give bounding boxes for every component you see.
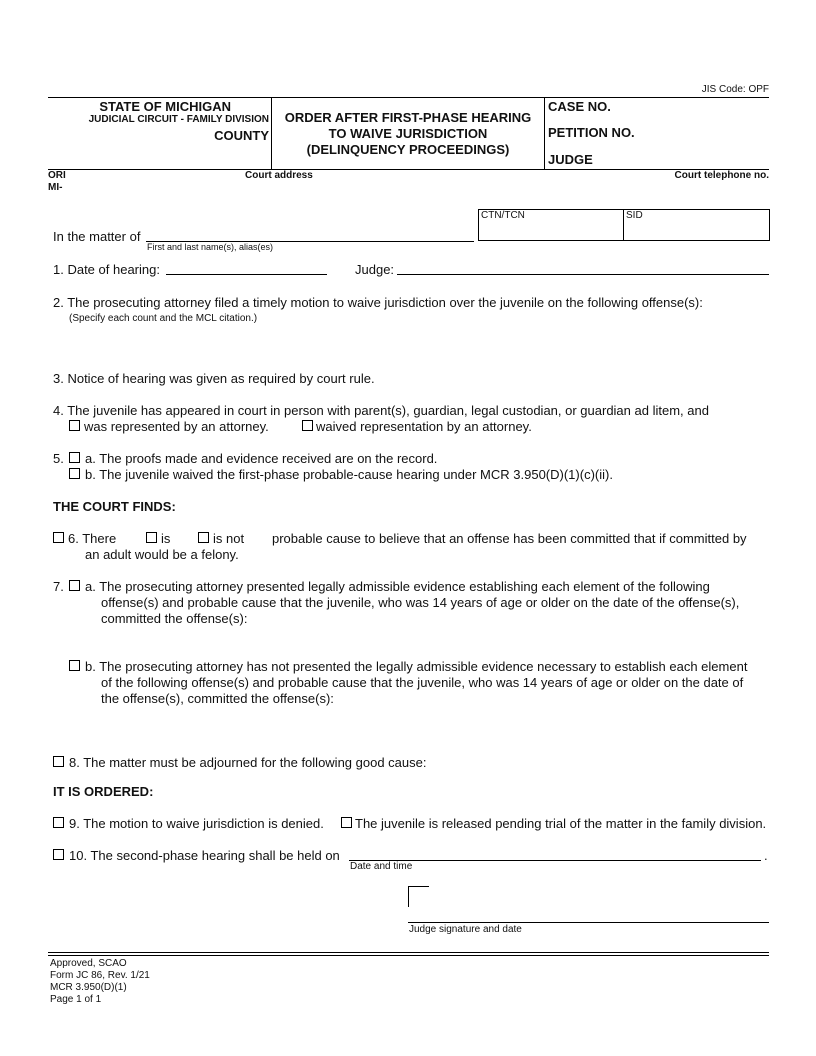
in-the-matter-label: In the matter of — [53, 229, 141, 244]
header-divider-right — [544, 97, 545, 169]
item2-text: 2. The prosecuting attorney filed a timely motion to waive jurisdiction over the juvenile on the following offense(s): — [53, 295, 703, 310]
footer-approved: Approved, SCAO — [50, 958, 127, 969]
item9-checkbox[interactable] — [53, 817, 64, 828]
item7b-line2: of the following offense(s) and probable cause that the juvenile, who was 14 years of age or older on the date of — [101, 675, 744, 690]
footer-form-number: Form JC 86, Rev. 1/21 — [50, 970, 150, 981]
hearing-judge-field[interactable] — [397, 274, 769, 275]
item10-checkbox[interactable] — [53, 849, 64, 860]
waived-representation-checkbox[interactable] — [302, 420, 313, 431]
ctn-sid-divider — [623, 209, 624, 240]
item9-released-label: The juvenile is released pending trial of the matter in the family division. — [355, 816, 767, 831]
item6-text-line1: probable cause to believe that an offense has been committed that if committed by — [272, 531, 747, 546]
item10-text: 10. The second-phase hearing shall be held on — [69, 848, 340, 863]
petition-no-label: PETITION NO. — [548, 125, 635, 140]
item9-text: 9. The motion to waive jurisdiction is denied. — [69, 816, 324, 831]
item10-period: . — [764, 848, 768, 863]
item6-isnot-checkbox[interactable] — [198, 532, 209, 543]
item7-number: 7. — [53, 579, 64, 594]
item5a-checkbox[interactable] — [69, 452, 80, 463]
item6-checkbox[interactable] — [53, 532, 64, 543]
court-telephone-label: Court telephone no. — [674, 170, 769, 181]
header-bottom-rule — [48, 169, 769, 170]
item2-note: (Specify each count and the MCL citation.) — [69, 313, 258, 324]
signature-caption: Judge signature and date — [409, 924, 522, 935]
footer-rule-1 — [48, 952, 769, 953]
form-title-line2: TO WAIVE JURISDICTION — [328, 126, 488, 141]
ori-label: ORI — [48, 170, 66, 181]
item5b-text: b. The juvenile waived the first-phase probable-cause hearing under MCR 3.950(D)(1)(c)(ii). — [85, 467, 613, 482]
item7b-line1: b. The prosecuting attorney has not presented the legally admissible evidence necessary to establish each element — [85, 659, 748, 674]
judge-signature-field[interactable] — [408, 922, 769, 923]
item7b-checkbox[interactable] — [69, 660, 80, 671]
item8-checkbox[interactable] — [53, 756, 64, 767]
date-time-caption: Date and time — [350, 861, 413, 872]
court-finds-heading: THE COURT FINDS: — [53, 499, 176, 514]
hearing-date-field[interactable] — [166, 274, 327, 275]
court-address-label: Court address — [245, 170, 313, 181]
item5-number: 5. — [53, 451, 64, 466]
it-is-ordered-heading: IT IS ORDERED: — [53, 784, 154, 799]
footer-rule-2 — [48, 955, 769, 956]
jis-code: JIS Code: OPF — [701, 84, 769, 95]
item6-isnot-label: is not — [213, 531, 245, 546]
item7a-checkbox[interactable] — [69, 580, 80, 591]
hearing-date-label: 1. Date of hearing: — [53, 262, 160, 277]
footer-mcr: MCR 3.950(D)(1) — [50, 982, 127, 993]
item7b-line3: the offense(s), committed the offense(s): — [101, 691, 334, 706]
item5a-text: a. The proofs made and evidence received are on the record. — [85, 451, 438, 466]
item5b-checkbox[interactable] — [69, 468, 80, 479]
footer-page: Page 1 of 1 — [50, 994, 102, 1005]
header-top-rule — [48, 97, 769, 98]
mi-label: MI- — [48, 182, 63, 193]
item6-is-label: is — [161, 531, 171, 546]
form-title-line3: (DELINQUENCY PROCEEDINGS) — [306, 142, 510, 157]
item6-text-line2: an adult would be a felony. — [85, 547, 239, 562]
item6-number: 6. There — [68, 531, 117, 546]
form-title-line1: ORDER AFTER FIRST-PHASE HEARING — [284, 110, 532, 125]
item7a-line2: offense(s) and probable cause that the juvenile, who was 14 years of age or older on the date of the offense(s), — [101, 595, 740, 610]
judicial-circuit: JUDICIAL CIRCUIT - FAMILY DIVISION — [88, 114, 269, 125]
matter-name-caption: First and last name(s), alias(es) — [147, 242, 274, 252]
signature-corner-mark — [408, 886, 429, 907]
case-no-label: CASE NO. — [548, 99, 611, 114]
represented-label: was represented by an attorney. — [84, 419, 269, 434]
item9-released-checkbox[interactable] — [341, 817, 352, 828]
item7a-line3: committed the offense(s): — [101, 611, 248, 626]
sid-label: SID — [626, 210, 643, 221]
state-name: STATE OF MICHIGAN — [99, 99, 231, 114]
item8-text: 8. The matter must be adjourned for the following good cause: — [69, 755, 427, 770]
county-label: COUNTY — [214, 128, 269, 143]
ctn-tcn-label: CTN/TCN — [481, 210, 525, 221]
item3-text: 3. Notice of hearing was given as required by court rule. — [53, 371, 375, 386]
represented-checkbox[interactable] — [69, 420, 80, 431]
waived-representation-label: waived representation by an attorney. — [316, 419, 532, 434]
item4-text: 4. The juvenile has appeared in court in person with parent(s), guardian, legal custodian, or guardian ad litem, and — [53, 403, 709, 418]
item7a-line1: a. The prosecuting attorney presented legally admissible evidence establishing each element of the following — [85, 579, 710, 594]
hearing-judge-label: Judge: — [355, 262, 395, 277]
judge-label: JUDGE — [548, 152, 593, 167]
item6-is-checkbox[interactable] — [146, 532, 157, 543]
